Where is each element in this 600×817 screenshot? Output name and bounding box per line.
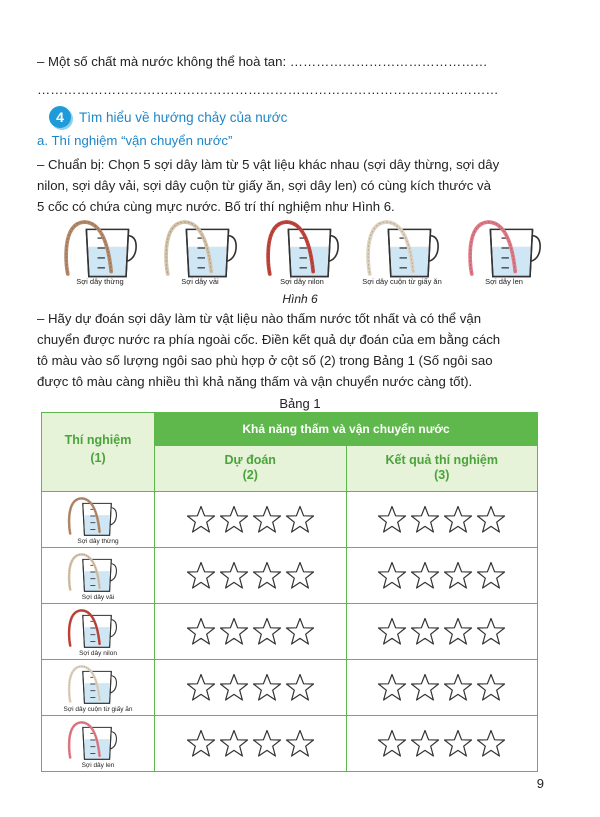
prediction-cell xyxy=(155,492,347,548)
prep-line-2: nilon, sợi dây vải, sợi dây cuộn từ giấy ăn, sợi dây len) có cùng kích thước và xyxy=(37,178,491,193)
section-heading xyxy=(49,106,287,128)
result-cell xyxy=(346,492,538,548)
star-icon[interactable] xyxy=(476,673,506,702)
prediction-cell xyxy=(155,604,347,660)
figure-caption: Hình 6 xyxy=(282,292,318,306)
figure-item xyxy=(252,215,352,290)
star-icon[interactable] xyxy=(410,729,440,758)
star-icon[interactable] xyxy=(410,561,440,590)
star-icon[interactable] xyxy=(476,729,506,758)
prediction-cell xyxy=(155,548,347,604)
experiment-cell xyxy=(42,492,155,548)
star-icon[interactable] xyxy=(443,561,473,590)
col-result-label: Kết quả thí nghiệm xyxy=(385,453,498,468)
star-icon[interactable] xyxy=(285,729,315,758)
prep-line-3: 5 cốc có chứa cùng mực nước. Bố trí thí nghiệm như Hình 6. xyxy=(37,199,395,214)
prediction-cell xyxy=(155,716,347,772)
result-stars xyxy=(347,729,538,758)
experiment-cell xyxy=(42,716,155,772)
experiment-cell xyxy=(42,604,155,660)
experiment-cell xyxy=(42,548,155,604)
star-icon[interactable] xyxy=(285,505,315,534)
predict-line-4: được tô màu càng nhiều thì khả năng thấm và vận chuyển nước càng tốt). xyxy=(37,374,473,389)
prediction-stars xyxy=(155,617,346,646)
star-icon[interactable] xyxy=(186,617,216,646)
star-icon[interactable] xyxy=(186,561,216,590)
result-cell xyxy=(346,716,538,772)
star-icon[interactable] xyxy=(186,729,216,758)
cup-with-rope-icon xyxy=(56,217,144,279)
star-icon[interactable] xyxy=(377,729,407,758)
figure-item xyxy=(454,215,554,290)
table-row xyxy=(42,660,538,716)
prediction-stars xyxy=(155,729,346,758)
cup-with-rope-icon xyxy=(358,217,446,279)
col-prediction-label: Dự đoán xyxy=(224,453,276,468)
star-icon[interactable] xyxy=(219,617,249,646)
prediction-cell xyxy=(155,660,347,716)
star-icon[interactable] xyxy=(377,561,407,590)
subsection-a xyxy=(37,133,232,148)
star-icon[interactable] xyxy=(252,729,282,758)
col-experiment-num: (1) xyxy=(90,451,106,465)
experiment-label: Sợi dây cuộn từ giấy ăn xyxy=(63,706,133,713)
star-icon[interactable] xyxy=(252,561,282,590)
star-icon[interactable] xyxy=(252,505,282,534)
figure-6 xyxy=(50,215,550,290)
star-icon[interactable] xyxy=(443,673,473,702)
blank-line-insoluble: – Một số chất mà nước không thể hoà tan: ……………………………………… xyxy=(37,54,488,69)
table-title: Bảng 1 xyxy=(279,396,321,411)
star-icon[interactable] xyxy=(410,617,440,646)
table-row xyxy=(42,548,538,604)
star-icon[interactable] xyxy=(252,673,282,702)
group-header: Khả năng thấm và vận chuyển nước xyxy=(155,413,538,446)
col-experiment-header xyxy=(42,413,155,492)
result-stars xyxy=(347,561,538,590)
prediction-stars xyxy=(155,673,346,702)
cup-with-rope-icon xyxy=(66,607,118,649)
figure-item xyxy=(150,215,250,290)
cup-with-rope-icon xyxy=(66,495,118,537)
cup-with-rope-icon xyxy=(460,217,548,279)
subsection-a-title: Thí nghiệm “vận chuyển nước” xyxy=(51,133,233,148)
result-cell xyxy=(346,660,538,716)
result-stars xyxy=(347,617,538,646)
star-icon[interactable] xyxy=(186,673,216,702)
page-number: 9 xyxy=(536,776,544,791)
col-result-num: (3) xyxy=(434,468,450,483)
star-icon[interactable] xyxy=(252,617,282,646)
star-icon[interactable] xyxy=(443,617,473,646)
star-icon[interactable] xyxy=(219,729,249,758)
star-icon[interactable] xyxy=(410,673,440,702)
star-icon[interactable] xyxy=(285,673,315,702)
section-number-badge: 4 xyxy=(49,106,71,128)
star-icon[interactable] xyxy=(377,673,407,702)
star-icon[interactable] xyxy=(219,505,249,534)
predict-line-2: chuyển được nước ra phía ngoài cốc. Điền kết quả dự đoán của em bằng cách xyxy=(37,332,501,347)
cup-with-rope-icon xyxy=(258,217,346,279)
star-icon[interactable] xyxy=(219,561,249,590)
cup-with-rope-icon xyxy=(66,663,118,705)
star-icon[interactable] xyxy=(285,561,315,590)
star-icon[interactable] xyxy=(476,617,506,646)
table-row xyxy=(42,492,538,548)
star-icon[interactable] xyxy=(410,505,440,534)
predict-line-1: – Hãy dự đoán sợi dây làm từ vật liệu nào thấm nước tốt nhất và có thể vận xyxy=(37,311,482,326)
table-row xyxy=(42,716,538,772)
result-cell xyxy=(346,604,538,660)
star-icon[interactable] xyxy=(476,505,506,534)
section-title: Tìm hiểu về hướng chảy của nước xyxy=(79,109,288,125)
col-prediction-header xyxy=(155,445,347,491)
figure-item-label: Sợi dây vải xyxy=(181,277,219,286)
cup-with-rope-icon xyxy=(66,551,118,593)
star-icon[interactable] xyxy=(443,505,473,534)
star-icon[interactable] xyxy=(377,617,407,646)
experiment-label: Sợi dây len xyxy=(81,762,115,769)
figure-item-label: Sợi dây len xyxy=(485,277,523,286)
result-stars xyxy=(347,505,538,534)
col-prediction-num: (2) xyxy=(242,468,258,483)
table-1 xyxy=(41,412,538,772)
figure-item-label: Sợi dây thừng xyxy=(76,277,124,286)
col-experiment-label: Thí nghiệm xyxy=(64,433,132,447)
cup-with-rope-icon xyxy=(156,217,244,279)
prediction-stars xyxy=(155,561,346,590)
prep-line-1: – Chuẩn bị: Chọn 5 sợi dây làm từ 5 vật liệu khác nhau (sợi dây thừng, sợi dây xyxy=(37,157,500,172)
experiment-label: Sợi dây thừng xyxy=(77,538,119,545)
figure-item xyxy=(50,215,150,290)
blank-line-continuation: …………………………………………………………………………………………… xyxy=(37,82,499,97)
experiment-label: Sợi dây vải xyxy=(81,594,115,601)
prediction-stars xyxy=(155,505,346,534)
star-icon[interactable] xyxy=(285,617,315,646)
experiment-cell xyxy=(42,660,155,716)
star-icon[interactable] xyxy=(186,505,216,534)
result-cell xyxy=(346,548,538,604)
col-result-header xyxy=(346,445,538,491)
star-icon[interactable] xyxy=(377,505,407,534)
predict-line-3: tô màu vào số lượng ngôi sao phù hợp ở cột số (2) trong Bảng 1 (Số ngôi sao xyxy=(37,353,493,368)
cup-with-rope-icon xyxy=(66,719,118,761)
result-stars xyxy=(347,673,538,702)
star-icon[interactable] xyxy=(476,561,506,590)
figure-item xyxy=(352,215,452,290)
table-row xyxy=(42,604,538,660)
figure-item-label: Sợi dây cuộn từ giấy ăn xyxy=(362,277,442,286)
figure-item-label: Sợi dây nilon xyxy=(280,277,324,286)
subsection-a-prefix: a. xyxy=(37,133,52,148)
star-icon[interactable] xyxy=(219,673,249,702)
experiment-label: Sợi dây nilon xyxy=(79,650,117,657)
star-icon[interactable] xyxy=(443,729,473,758)
